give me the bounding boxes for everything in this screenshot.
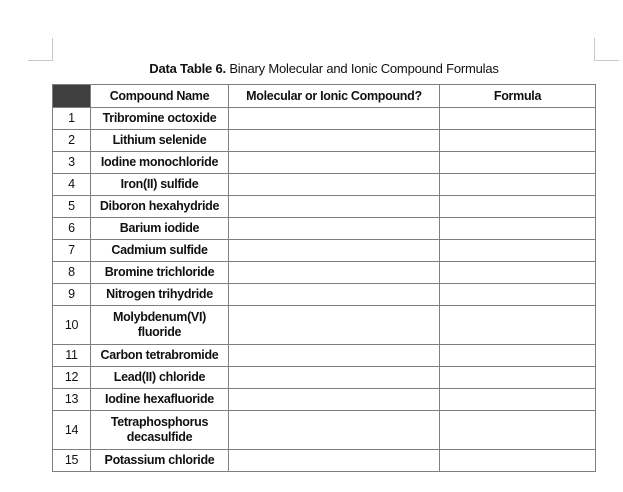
table-row (53, 196, 596, 218)
compound-type-cell[interactable] (229, 411, 440, 450)
compound-name: Potassium chloride (91, 450, 229, 472)
table-row (53, 152, 596, 174)
row-number: 13 (53, 389, 91, 411)
formula-cell[interactable] (440, 130, 596, 152)
formula-cell[interactable] (440, 174, 596, 196)
table-row (53, 240, 596, 262)
row-number: 15 (53, 450, 91, 472)
compound-type-cell[interactable] (229, 174, 440, 196)
row-number: 7 (53, 240, 91, 262)
header-number-cell (53, 85, 91, 108)
compound-name: Nitrogen trihydride (91, 284, 229, 306)
table-row (53, 174, 596, 196)
compound-type-cell[interactable] (229, 108, 440, 130)
formula-cell[interactable] (440, 262, 596, 284)
row-number: 9 (53, 284, 91, 306)
header-compound-name: Compound Name (91, 85, 229, 108)
row-number: 11 (53, 345, 91, 367)
table-row (53, 284, 596, 306)
row-number: 4 (53, 174, 91, 196)
row-number: 1 (53, 108, 91, 130)
formula-cell[interactable] (440, 196, 596, 218)
header-formula: Formula (440, 85, 596, 108)
compound-name: Tetraphosphorus decasulfide (91, 411, 229, 450)
table-row (53, 130, 596, 152)
table-row (53, 218, 596, 240)
formula-cell[interactable] (440, 152, 596, 174)
table-caption-lead: Data Table 6. (149, 61, 226, 76)
compound-type-cell[interactable] (229, 196, 440, 218)
row-number: 12 (53, 367, 91, 389)
compound-name: Lithium selenide (91, 130, 229, 152)
row-number: 5 (53, 196, 91, 218)
row-number: 10 (53, 306, 91, 345)
row-number: 14 (53, 411, 91, 450)
compound-name: Lead(II) chloride (91, 367, 229, 389)
row-number: 3 (53, 152, 91, 174)
row-number: 6 (53, 218, 91, 240)
compound-type-cell[interactable] (229, 345, 440, 367)
compound-name: Diboron hexahydride (91, 196, 229, 218)
compound-name: Barium iodide (91, 218, 229, 240)
compound-type-cell[interactable] (229, 367, 440, 389)
table-row (53, 262, 596, 284)
table-row (53, 306, 596, 345)
formula-cell[interactable] (440, 306, 596, 345)
formula-cell[interactable] (440, 411, 596, 450)
formula-cell[interactable] (440, 108, 596, 130)
formula-cell[interactable] (440, 345, 596, 367)
compound-type-cell[interactable] (229, 284, 440, 306)
compound-name: Carbon tetrabromide (91, 345, 229, 367)
table-header-row (53, 85, 596, 108)
compound-type-cell[interactable] (229, 450, 440, 472)
formula-cell[interactable] (440, 450, 596, 472)
table-row (53, 450, 596, 472)
row-number: 2 (53, 130, 91, 152)
page-corner-mark-right (594, 38, 619, 61)
compound-name: Iodine monochloride (91, 152, 229, 174)
table-row (53, 367, 596, 389)
table-row (53, 345, 596, 367)
compound-type-cell[interactable] (229, 240, 440, 262)
compound-type-cell[interactable] (229, 306, 440, 345)
formula-cell[interactable] (440, 218, 596, 240)
table-caption-text: Binary Molecular and Ionic Compound Formulas (225, 61, 499, 76)
compound-name: Tribromine octoxide (91, 108, 229, 130)
table-row (53, 389, 596, 411)
formula-cell[interactable] (440, 284, 596, 306)
compound-name: Molybdenum(VI) fluoride (91, 306, 229, 345)
compound-type-cell[interactable] (229, 262, 440, 284)
table-caption (0, 61, 623, 76)
header-compound-type: Molecular or Ionic Compound? (229, 85, 440, 108)
compound-type-cell[interactable] (229, 130, 440, 152)
page-corner-mark-left (28, 38, 53, 61)
compound-type-cell[interactable] (229, 389, 440, 411)
compound-formula-table (52, 84, 596, 472)
compound-type-cell[interactable] (229, 152, 440, 174)
compound-name: Cadmium sulfide (91, 240, 229, 262)
compound-name: Iodine hexafluoride (91, 389, 229, 411)
formula-cell[interactable] (440, 240, 596, 262)
table-row (53, 108, 596, 130)
compound-type-cell[interactable] (229, 218, 440, 240)
compound-name: Bromine trichloride (91, 262, 229, 284)
formula-cell[interactable] (440, 389, 596, 411)
compound-name: Iron(II) sulfide (91, 174, 229, 196)
table-row (53, 411, 596, 450)
row-number: 8 (53, 262, 91, 284)
formula-cell[interactable] (440, 367, 596, 389)
